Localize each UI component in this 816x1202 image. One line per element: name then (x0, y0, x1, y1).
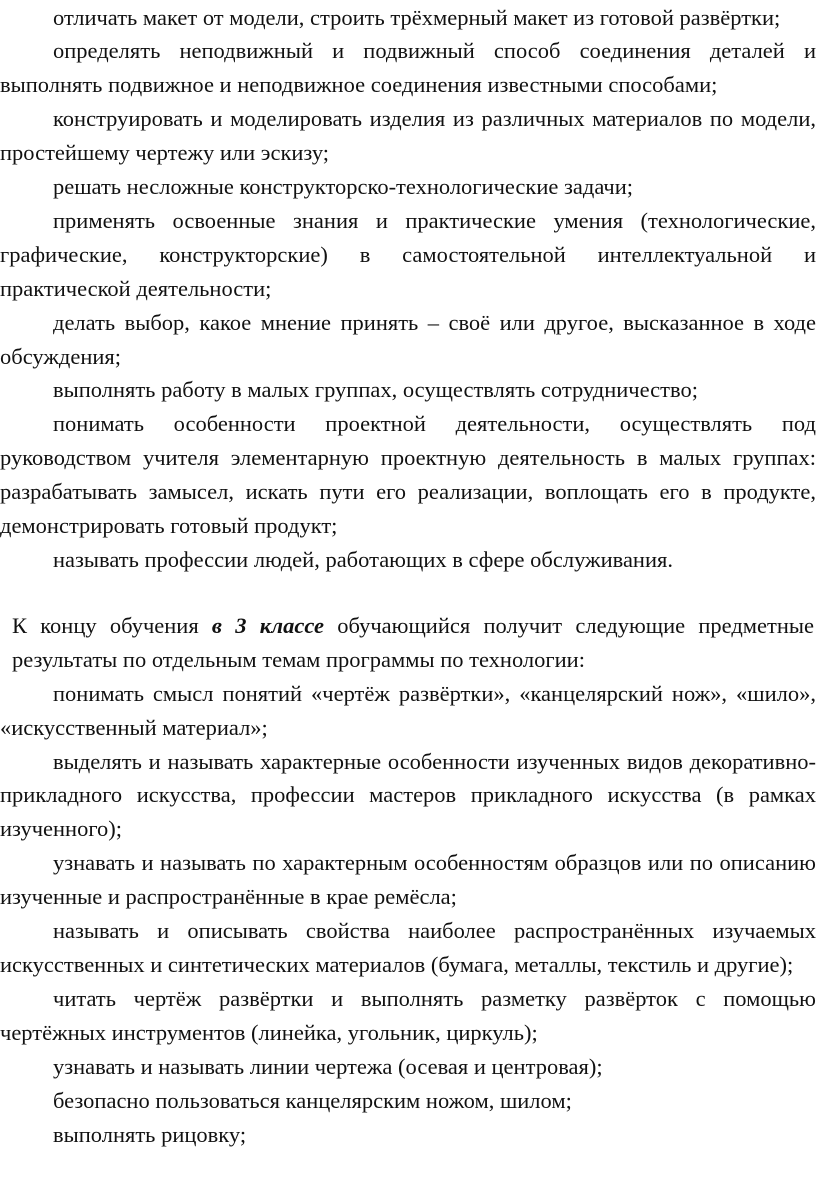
list-item: выделять и называть характерные особенности изученных видов декоративно-прикладного искусства, профессии мастеров прикладного искусства (в рамках изученного); (0, 748, 816, 842)
list-item: конструировать и моделировать изделия из различных материалов по модели, простейшему чертежу или эскизу; (0, 106, 816, 166)
list-item: называть профессии людей, работающих в сфере обслуживания. (53, 547, 673, 572)
list-item: решать несложные конструкторско-технологические задачи; (53, 174, 634, 200)
list-item: узнавать и называть линии чертежа (осевая и центровая); (53, 1053, 603, 1079)
list-item: читать чертёж развёртки и выполнять разметку развёрток с помощью чертёжных инструментов (линейка, угольник, циркуль); (0, 985, 816, 1045)
grade-3-intro (0, 609, 816, 677)
list-item: отличать макет от модели, строить трёхмерный макет из готовой развёртки; (53, 4, 781, 30)
list-item: применять освоенные знания и практические умения (технологические, графические, конструкторские) в самостоятельной интеллектуальной и практической деятельности; (0, 207, 816, 301)
intro-text-start: К концу обучения (12, 612, 212, 638)
list-item: понимать особенности проектной деятельности, осуществлять под руководством учителя элементарную проектную деятельность в малых группах: разрабатывать замысел, искать пути его реализации, воплощать его в продукте, демонстрировать готовый продукт; (0, 411, 816, 539)
intro-text-end: обучающийся получит следующие предметные результаты по отдельным темам программы по технологии: (12, 612, 814, 672)
list-item: определять неподвижный и подвижный способ соединения деталей и выполнять подвижное и неподвижное соединения известными способами; (0, 38, 816, 98)
list-item: безопасно пользоваться канцелярским ножом, шилом; (53, 1087, 572, 1113)
list-item: понимать смысл понятий «чертёж развёртки», «канцелярский нож», «шило», «искусственный материал»; (0, 680, 816, 740)
list-item: выполнять работу в малых группах, осуществлять сотрудничество; (53, 377, 698, 403)
list-item: выполнять рицовку; (53, 1121, 247, 1147)
list-item: делать выбор, какое мнение принять – своё или другое, высказанное в ходе обсуждения; (0, 309, 816, 369)
results-list-part-1 (0, 1, 816, 577)
paragraph-gap (0, 577, 816, 609)
intro-emphasis: в 3 классе (211, 612, 325, 638)
list-item: называть и описывать свойства наиболее распространённых изучаемых искусственных и синтетических материалов (бумага, металлы, текстиль и другие); (0, 918, 816, 977)
results-list-part-2 (0, 677, 816, 1152)
list-item: узнавать и называть по характерным особенностям образцов или по описанию изученные и распространённые в крае ремёсла; (0, 850, 816, 910)
